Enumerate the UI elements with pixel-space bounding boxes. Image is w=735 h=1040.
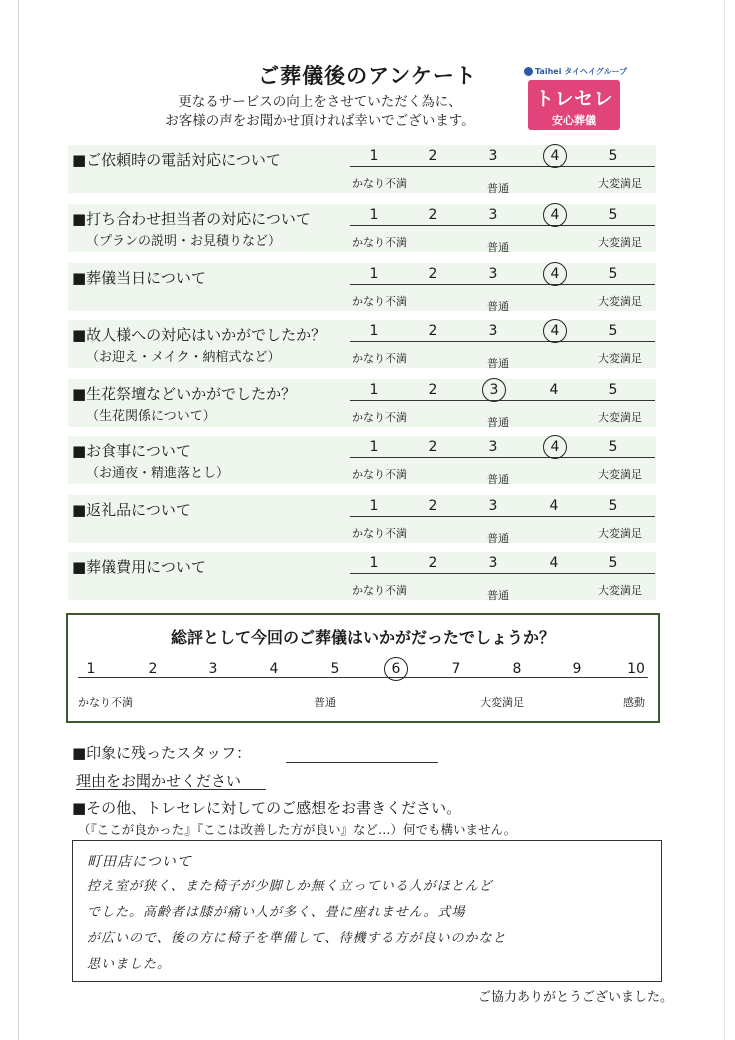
brand-badge: [528, 80, 620, 130]
overall-scale-line: [78, 677, 648, 678]
scale-label-mid: 普通: [487, 357, 509, 370]
group-name: [524, 66, 634, 77]
rating-option[interactable]: 1: [369, 382, 379, 398]
question-label: ■ご依頼時の電話対応について: [72, 151, 281, 169]
scale-label-high: 大変満足: [598, 236, 642, 249]
rating-option[interactable]: 3: [488, 498, 498, 514]
scale-label-low: かなり不満: [352, 468, 407, 481]
rating-option[interactable]: 4: [549, 555, 559, 571]
overall-label-low: かなり不満: [78, 696, 133, 709]
rating-scale-line: [350, 573, 655, 574]
overall-label-high: 大変満足: [480, 696, 524, 709]
page-title: ご葬儀後のアンケート: [258, 64, 477, 88]
overall-title: 総評として今回のご葬儀はいかがだったでしょうか？: [170, 628, 555, 647]
overall-option[interactable]: 4: [269, 661, 279, 677]
rating-scale-line: [350, 457, 655, 458]
rating-option-selected[interactable]: 4: [543, 319, 567, 343]
rating-option[interactable]: 5: [608, 555, 618, 571]
overall-option[interactable]: 9: [572, 661, 582, 677]
rating-option[interactable]: 5: [608, 148, 618, 164]
scale-label-mid: 普通: [487, 589, 509, 602]
rating-option[interactable]: 5: [608, 323, 618, 339]
overall-option[interactable]: 5: [330, 661, 340, 677]
rating-option[interactable]: 3: [488, 555, 498, 571]
question-label: ■葬儀費用について: [72, 558, 206, 576]
overall-label-mid: 普通: [314, 696, 336, 709]
overall-option-selected[interactable]: 6: [384, 657, 408, 681]
reason-label: 理由をお聞かせください: [76, 772, 242, 790]
scale-label-mid: 普通: [487, 473, 509, 486]
handwritten-line-2: 控え室が狭く、また椅子が少脚しか無く立っている人がほとんど: [87, 879, 493, 894]
handwritten-line-5: 思いました。: [87, 957, 172, 972]
rating-scale-line: [350, 284, 655, 285]
rating-option[interactable]: 1: [369, 439, 379, 455]
question-sublabel: （生花関係について）: [86, 409, 216, 424]
scale-label-mid: 普通: [487, 416, 509, 429]
rating-option[interactable]: 1: [369, 555, 379, 571]
scale-label-high: 大変満足: [598, 527, 642, 540]
group-label: Taihei タイヘイグループ: [535, 67, 628, 76]
scale-label-high: 大変満足: [598, 468, 642, 481]
rating-option[interactable]: 5: [608, 439, 618, 455]
rating-option[interactable]: 2: [428, 207, 438, 223]
subtitle-line-2: お客様の声をお聞かせ頂ければ幸いでございます。: [165, 113, 475, 129]
question-label: ■返礼品について: [72, 501, 191, 519]
rating-option-selected[interactable]: 4: [543, 435, 567, 459]
staff-answer-field[interactable]: [286, 762, 438, 763]
rating-option[interactable]: 2: [428, 382, 438, 398]
rating-option[interactable]: 2: [428, 555, 438, 571]
overall-rating-box: [66, 613, 660, 723]
rating-option[interactable]: 5: [608, 266, 618, 282]
rating-option[interactable]: 3: [488, 207, 498, 223]
scale-label-mid: 普通: [487, 182, 509, 195]
scale-label-high: 大変満足: [598, 295, 642, 308]
scale-label-low: かなり不満: [352, 236, 407, 249]
handwritten-line-3: でした。高齢者は膝が痛い人が多く、畳に座れません。式場: [87, 905, 466, 920]
question-sublabel: （お迎え・メイク・納棺式など）: [86, 350, 281, 365]
question-label: ■生花祭壇などいかがでしたか？: [72, 385, 297, 403]
rating-option[interactable]: 2: [428, 148, 438, 164]
overall-option[interactable]: 1: [86, 661, 96, 677]
overall-option[interactable]: 10: [627, 661, 645, 677]
group-mark-icon: [524, 67, 533, 76]
rating-option[interactable]: 2: [428, 266, 438, 282]
comment-box[interactable]: [72, 840, 662, 982]
question-sublabel: （お通夜・精進落とし）: [86, 466, 230, 481]
rating-option[interactable]: 1: [369, 323, 379, 339]
scale-label-low: かなり不満: [352, 352, 407, 365]
tresere-logo: [524, 66, 634, 132]
scale-label-low: かなり不満: [352, 527, 407, 540]
scale-label-low: かなり不満: [352, 177, 407, 190]
brand-tagline: 安心葬儀: [552, 114, 596, 127]
rating-option-selected[interactable]: 4: [543, 203, 567, 227]
scale-label-low: かなり不満: [352, 295, 407, 308]
brand-name: トレセレ: [534, 88, 613, 110]
question-label: ■葬儀当日について: [72, 269, 206, 287]
scale-label-mid: 普通: [487, 532, 509, 545]
handwritten-line-1: 町田店について: [87, 854, 192, 870]
rating-option[interactable]: 4: [549, 498, 559, 514]
thanks-message: ご協力ありがとうございました。: [477, 990, 673, 1005]
question-label: ■故人様への対応はいかがでしたか？: [72, 326, 327, 344]
rating-scale-line: [350, 516, 655, 517]
overall-label-top: 感動: [623, 696, 645, 709]
rating-option[interactable]: 3: [488, 148, 498, 164]
subtitle-line-1: 更なるサービスの向上をさせていただく為に、: [178, 94, 462, 110]
scale-label-low: かなり不満: [352, 584, 407, 597]
rating-option-selected[interactable]: 4: [543, 144, 567, 168]
overall-option[interactable]: 7: [451, 661, 461, 677]
page-subtitle: [120, 93, 520, 131]
scale-label-mid: 普通: [487, 300, 509, 313]
question-label: ■お食事について: [72, 442, 191, 460]
rating-scale-line: [350, 225, 655, 226]
rating-scale-line: [350, 400, 655, 401]
rating-option[interactable]: 3: [488, 323, 498, 339]
rating-scale-line: [350, 166, 655, 167]
reason-underline: [76, 789, 266, 790]
rating-option[interactable]: 2: [428, 498, 438, 514]
rating-option[interactable]: 1: [369, 207, 379, 223]
rating-option[interactable]: 4: [549, 382, 559, 398]
question-sublabel: （プランの説明・お見積りなど）: [86, 234, 282, 249]
question-label: ■打ち合わせ担当者の対応について: [72, 210, 311, 228]
scale-label-high: 大変満足: [598, 352, 642, 365]
scale-label-high: 大変満足: [598, 411, 642, 424]
rating-option[interactable]: 3: [488, 439, 498, 455]
rating-option[interactable]: 1: [369, 148, 379, 164]
rating-option[interactable]: 5: [608, 498, 618, 514]
rating-option-selected[interactable]: 3: [482, 378, 506, 402]
rating-scale-line: [350, 341, 655, 342]
rating-option[interactable]: 2: [428, 439, 438, 455]
scale-label-high: 大変満足: [598, 177, 642, 190]
overall-option[interactable]: 3: [208, 661, 218, 677]
rating-option[interactable]: 3: [488, 266, 498, 282]
staff-label: ■印象に残ったスタッフ：: [72, 744, 252, 762]
rating-option[interactable]: 1: [369, 498, 379, 514]
comments-label: ■その他、トレセレに対してのご感想をお書きください。: [72, 799, 462, 817]
scale-label-mid: 普通: [487, 241, 509, 254]
scale-label-low: かなり不満: [352, 411, 407, 424]
rating-option-selected[interactable]: 4: [543, 262, 567, 286]
comments-note: （『ここが良かった』『ここは改善した方が良い』など…）何でも構いません。: [78, 822, 517, 837]
handwritten-line-4: が広いので、後の方に椅子を準備して、待機する方が良いのかなと: [87, 931, 507, 946]
overall-option[interactable]: 8: [512, 661, 522, 677]
scale-label-high: 大変満足: [598, 584, 642, 597]
rating-option[interactable]: 2: [428, 323, 438, 339]
rating-option[interactable]: 5: [608, 382, 618, 398]
rating-option[interactable]: 1: [369, 266, 379, 282]
overall-option[interactable]: 2: [148, 661, 158, 677]
rating-option[interactable]: 5: [608, 207, 618, 223]
